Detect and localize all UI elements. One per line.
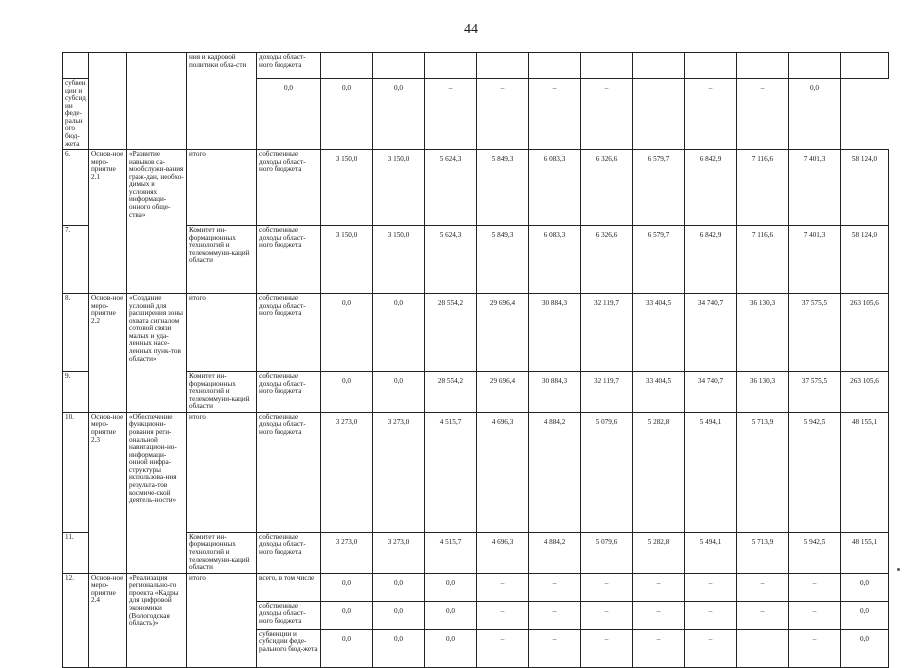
executor-cell: итого — [187, 573, 257, 667]
amount-cell: – — [737, 573, 789, 601]
amount-cell: – — [789, 629, 841, 667]
measure-name-cell — [127, 53, 187, 150]
amount-cell: 30 884,3 — [529, 294, 581, 372]
amount-cell: – — [425, 79, 477, 150]
amount-cell: 29 696,4 — [477, 372, 529, 413]
amount-cell: – — [477, 601, 529, 629]
amount-cell: 0,0 — [373, 601, 425, 629]
amount-cell: 29 696,4 — [477, 294, 529, 372]
amount-cell: 3 150,0 — [321, 150, 373, 226]
amount-cell: 0,0 — [425, 629, 477, 667]
funding-source-cell: субвенции и субсидии феде-рального бюд-жета — [257, 629, 321, 667]
amount-cell: 6 326,6 — [581, 150, 633, 226]
measure-type-cell: Основ-ное меро-приятие 2.2 — [89, 294, 127, 413]
amount-cell: 3 273,0 — [321, 412, 373, 532]
amount-cell: 5 713,9 — [737, 532, 789, 573]
executor-cell: итого — [187, 412, 257, 532]
amount-cell: 4 515,7 — [425, 412, 477, 532]
row-number-cell: 6. — [63, 150, 89, 226]
measure-name-cell: «Реализация регионально-го проекта «Кадры для цифровой экономики (Вологодская область)» — [127, 573, 187, 667]
amount-cell: 0,0 — [841, 629, 889, 667]
amount-cell: – — [477, 79, 529, 150]
funding-source-cell: доходы област-ного бюджета — [257, 53, 321, 79]
amount-cell: 0,0 — [321, 573, 373, 601]
amount-cell: 3 150,0 — [373, 150, 425, 226]
table-row — [63, 226, 889, 294]
amount-cell: 0,0 — [841, 601, 889, 629]
executor-cell: ния и кадровой политики обла-сти — [187, 53, 257, 150]
amount-cell: – — [581, 573, 633, 601]
amount-cell: 0,0 — [789, 79, 841, 150]
row-number-cell: 10. — [63, 412, 89, 532]
amount-cell: 30 884,3 — [529, 372, 581, 413]
amount-cell: 3 273,0 — [373, 532, 425, 573]
funding-source-cell: собственные доходы област-ного бюджета — [257, 150, 321, 226]
amount-cell: – — [685, 573, 737, 601]
amount-cell: 34 740,7 — [685, 372, 737, 413]
amount-cell: 3 273,0 — [373, 412, 425, 532]
amount-cell: 6 842,9 — [685, 150, 737, 226]
amount-cell: 33 404,5 — [633, 294, 685, 372]
amount-cell: – — [581, 79, 633, 150]
table-row — [63, 372, 889, 413]
table-row — [63, 53, 889, 79]
page-number: 44 — [464, 22, 478, 37]
amount-cell: 0,0 — [373, 372, 425, 413]
amount-cell: – — [737, 79, 789, 150]
amount-cell — [373, 53, 425, 79]
funding-source-cell: собственные доходы област-ного бюджета — [257, 412, 321, 532]
amount-cell: – — [685, 601, 737, 629]
amount-cell: 3 150,0 — [321, 226, 373, 294]
amount-cell: – — [477, 629, 529, 667]
amount-cell — [737, 629, 789, 667]
amount-cell: 28 554,2 — [425, 372, 477, 413]
amount-cell: 0,0 — [425, 573, 477, 601]
row-number-cell: 8. — [63, 294, 89, 372]
amount-cell: 32 119,7 — [581, 294, 633, 372]
amount-cell: 4 696,3 — [477, 412, 529, 532]
amount-cell: 5 079,6 — [581, 532, 633, 573]
amount-cell: 7 116,6 — [737, 226, 789, 294]
amount-cell: 6 842,9 — [685, 226, 737, 294]
measure-type-cell: Основ-ное меро-приятие 2.4 — [89, 573, 127, 667]
amount-cell: 263 105,6 — [841, 372, 889, 413]
measure-type-cell — [89, 53, 127, 150]
amount-cell: – — [581, 601, 633, 629]
table-row — [63, 532, 889, 573]
amount-cell: – — [581, 629, 633, 667]
amount-cell: – — [789, 573, 841, 601]
amount-cell: 6 083,3 — [529, 226, 581, 294]
amount-cell: 4 696,3 — [477, 532, 529, 573]
amount-cell: – — [737, 601, 789, 629]
amount-cell: 5 713,9 — [737, 412, 789, 532]
funding-source-cell: собственные доходы област-ного бюджета — [257, 294, 321, 372]
amount-cell: – — [685, 629, 737, 667]
row-number-cell: 9. — [63, 372, 89, 413]
amount-cell: 5 494,1 — [685, 412, 737, 532]
amount-cell: 5 624,3 — [425, 150, 477, 226]
amount-cell: 0,0 — [425, 601, 477, 629]
table-row — [63, 150, 889, 226]
amount-cell: 0,0 — [373, 573, 425, 601]
amount-cell: 48 155,1 — [841, 412, 889, 532]
amount-cell: 37 575,5 — [789, 294, 841, 372]
amount-cell: 5 849,3 — [477, 150, 529, 226]
scan-speck — [897, 568, 900, 571]
funding-source-cell: субвенции и субсидии феде-рального бюд-жета — [63, 79, 89, 150]
measure-type-cell: Основ-ное меро-приятие 2.3 — [89, 412, 127, 573]
executor-cell: итого — [187, 150, 257, 226]
table-row — [63, 294, 889, 372]
amount-cell — [633, 53, 685, 79]
amount-cell: – — [685, 79, 737, 150]
amount-cell — [633, 79, 685, 150]
measure-type-cell: Основ-ное меро-приятие 2.1 — [89, 150, 127, 294]
amount-cell — [737, 53, 789, 79]
amount-cell: 0,0 — [373, 79, 425, 150]
measure-name-cell: «Развитие навыков са-мообслужи-вания граж-дан, необхо-димых в условиях информаци-онного обще-ства» — [127, 150, 187, 294]
table-row — [63, 573, 889, 601]
amount-cell: 5 282,8 — [633, 532, 685, 573]
amount-cell: 0,0 — [373, 629, 425, 667]
amount-cell: 3 150,0 — [373, 226, 425, 294]
amount-cell: 4 884,2 — [529, 532, 581, 573]
amount-cell: – — [477, 573, 529, 601]
amount-cell: – — [529, 601, 581, 629]
amount-cell — [685, 53, 737, 79]
amount-cell: 7 401,3 — [789, 150, 841, 226]
amount-cell: – — [633, 573, 685, 601]
amount-cell: 5 624,3 — [425, 226, 477, 294]
amount-cell — [321, 53, 373, 79]
amount-cell: 6 579,7 — [633, 150, 685, 226]
funding-source-cell: всего, в том числе — [257, 573, 321, 601]
amount-cell: 0,0 — [321, 601, 373, 629]
amount-cell: – — [529, 79, 581, 150]
amount-cell — [841, 53, 889, 79]
budget-table — [62, 52, 889, 668]
amount-cell: 0,0 — [321, 294, 373, 372]
amount-cell: 36 130,3 — [737, 294, 789, 372]
amount-cell: 4 884,2 — [529, 412, 581, 532]
amount-cell: 3 273,0 — [321, 532, 373, 573]
amount-cell: 5 942,5 — [789, 532, 841, 573]
amount-cell: 0,0 — [321, 629, 373, 667]
amount-cell: 7 116,6 — [737, 150, 789, 226]
amount-cell: 58 124,0 — [841, 226, 889, 294]
amount-cell: 5 942,5 — [789, 412, 841, 532]
amount-cell: – — [789, 601, 841, 629]
measure-name-cell: «Обеспечение функциони-рования реги-ональной навигацион-но-информаци-онной инфра-структуры использова-ния результа-тов космиче-ской деятель-ности» — [127, 412, 187, 573]
amount-cell: 6 326,6 — [581, 226, 633, 294]
amount-cell: 28 554,2 — [425, 294, 477, 372]
funding-source-cell: собственные доходы област-ного бюджета — [257, 226, 321, 294]
amount-cell: – — [529, 629, 581, 667]
amount-cell — [477, 53, 529, 79]
amount-cell: 5 079,6 — [581, 412, 633, 532]
executor-cell: Комитет ин-формационных технологий и телекоммуни-каций области — [187, 372, 257, 413]
amount-cell — [581, 53, 633, 79]
amount-cell: – — [633, 601, 685, 629]
row-number-cell — [63, 53, 89, 79]
amount-cell: – — [529, 573, 581, 601]
amount-cell: 7 401,3 — [789, 226, 841, 294]
funding-source-cell: собственные доходы област-ного бюджета — [257, 372, 321, 413]
amount-cell: 6 579,7 — [633, 226, 685, 294]
amount-cell: 0,0 — [321, 79, 373, 150]
amount-cell: 5 282,8 — [633, 412, 685, 532]
amount-cell: 6 083,3 — [529, 150, 581, 226]
executor-cell: итого — [187, 294, 257, 372]
amount-cell: – — [633, 629, 685, 667]
amount-cell: 263 105,6 — [841, 294, 889, 372]
amount-cell: 37 575,5 — [789, 372, 841, 413]
amount-cell: 33 404,5 — [633, 372, 685, 413]
amount-cell: 0,0 — [841, 573, 889, 601]
amount-cell: 0,0 — [373, 294, 425, 372]
funding-source-cell: собственные доходы област-ного бюджета — [257, 532, 321, 573]
row-number-cell: 7. — [63, 226, 89, 294]
row-number-cell: 11. — [63, 532, 89, 573]
amount-cell: 48 155,1 — [841, 532, 889, 573]
measure-name-cell: «Создание условий для расширения зоны охвата сигналом сотовой связи малых и уда-ленных насе-ленных пунк-тов области» — [127, 294, 187, 413]
amount-cell: 5 849,3 — [477, 226, 529, 294]
amount-cell — [789, 53, 841, 79]
amount-cell: 0,0 — [257, 79, 321, 150]
amount-cell: 4 515,7 — [425, 532, 477, 573]
amount-cell: 36 130,3 — [737, 372, 789, 413]
amount-cell: 5 494,1 — [685, 532, 737, 573]
amount-cell — [529, 53, 581, 79]
funding-source-cell: собственные доходы област-ного бюджета — [257, 601, 321, 629]
amount-cell — [425, 53, 477, 79]
executor-cell: Комитет ин-формационных технологий и телекоммуни-каций области — [187, 532, 257, 573]
amount-cell: 0,0 — [321, 372, 373, 413]
row-number-cell: 12. — [63, 573, 89, 667]
executor-cell: Комитет ин-формационных технологий и телекоммуни-каций области — [187, 226, 257, 294]
amount-cell: 34 740,7 — [685, 294, 737, 372]
table-row — [63, 412, 889, 532]
amount-cell: 58 124,0 — [841, 150, 889, 226]
amount-cell: 32 119,7 — [581, 372, 633, 413]
